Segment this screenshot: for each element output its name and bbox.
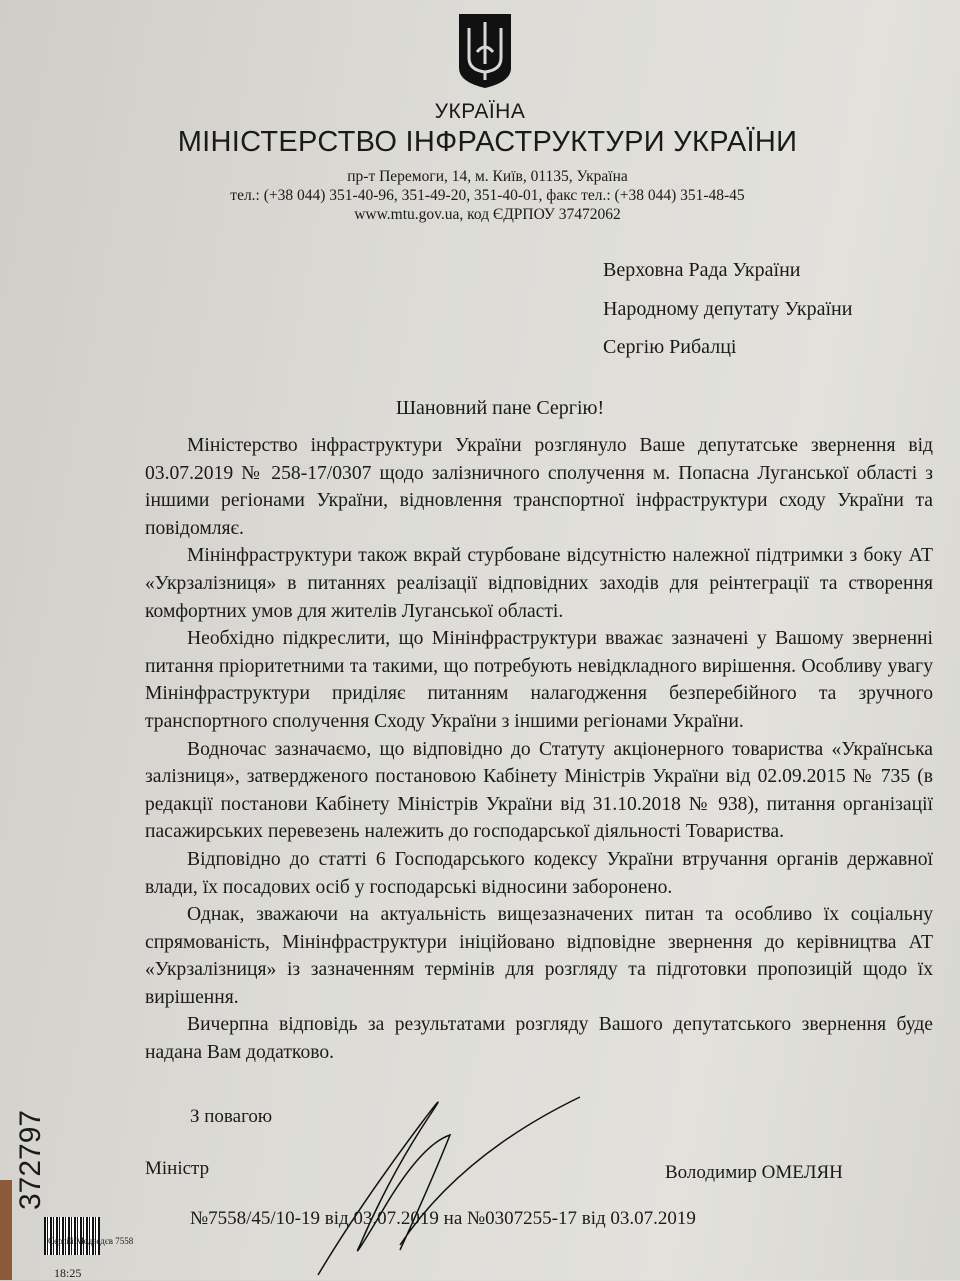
paragraph: Мінінфраструктури також вкрай стурбоване відсутністю належної підтримки з боку АТ «Укрзалізниця» в питаннях реалізації відповідних заходів для реінтеграції та створення комфортних умов для жителів Луганської області. — [145, 545, 933, 622]
closing: З повагою — [190, 1106, 273, 1127]
registration-number: №7558/45/10-19 від 03.07.2019 на №0307255-17 від 03.07.2019 — [190, 1208, 696, 1229]
recipient-line: Верховна Рада України — [603, 259, 801, 281]
stamp-number: 372797 — [14, 1109, 47, 1210]
paragraph: Міністерство інфраструктури України розглянуло Ваше депутатське звернення від 03.07.2019 № 258-17/0307 щодо залізничного сполучення м. Попасна Луганської області з іншими регіонами України, відновлення транспортної інфраструктури сходу України та повідомляє. — [145, 435, 933, 539]
paragraph: Вичерпна відповідь за результатами розгляду Вашого депутатського звернення буде надана Вам додатково. — [145, 1014, 933, 1064]
phones: тел.: (+38 044) 351-40-96, 351-49-20, 351-40-01, факс тел.: (+38 044) 351-48-45 — [230, 187, 745, 204]
paragraph: Необхідно підкреслити, що Мінінфраструктури вважає зазначені у Вашому зверненні питання пріоритетними та такими, що потребують невідкладного вирішення. Особливу увагу Мінінфраструктури приділяє питанням налагодження безперебійного та зручного транспортного сполучення Сходу України з іншими регіонами України. — [145, 628, 933, 732]
address: пр-т Перемоги, 14, м. Київ, 01135, Україна — [347, 168, 628, 185]
table-edge — [0, 1180, 12, 1280]
paragraph: Водночас зазначаємо, що відповідно до Статуту акціонерного товариства «Українська залізниця», затвердженого постановою Кабінету Міністрів України від 02.09.2015 № 735 (в редакції постанови Кабінету Міністрів України від 31.10.2018 № 938), питання організації пасажирських перевезень належить до господарської діяльності Товариства. — [145, 738, 933, 843]
trident-emblem-icon — [457, 12, 513, 90]
greeting: Шановний пане Сергію! — [395, 397, 605, 419]
paragraph: Відповідно до статті 6 Господарського кодексу України втручання органів державної влади, їх посадових осіб у господарські відносини заборонено. — [145, 848, 933, 898]
position: Міністр — [145, 1158, 210, 1179]
ministry-heading: МІНІСТЕРСТВО ІНФРАСТРУКТУРИ УКРАЇНИ — [177, 126, 798, 158]
barcode-text: Сергій Медведєв 7558 — [48, 1236, 134, 1246]
paragraph: Однак, зважаючи на актуальність вищезазначених питан та особливо їх соціальну спрямованість, Мінінфраструктури ініційовано відповідне звернення до керівництва АТ «Укрзалізниця» із зазначенням термінів для розгляду та підготовки пропозицій щодо їх вирішення. — [145, 904, 933, 1008]
signatory-name: Володимир ОМЕЛЯН — [665, 1162, 843, 1183]
handwritten-signature — [300, 1085, 620, 1280]
recipient-line: Народному депутату України — [603, 298, 853, 320]
country-heading: УКРАЇНА — [434, 100, 526, 123]
letter-body — [145, 432, 933, 1067]
recipient-line: Сергію Рибалці — [603, 336, 737, 358]
stamp-time: 18:25 — [54, 1266, 82, 1280]
website-code: www.mtu.gov.ua, код ЄДРПОУ 37472062 — [354, 206, 621, 223]
